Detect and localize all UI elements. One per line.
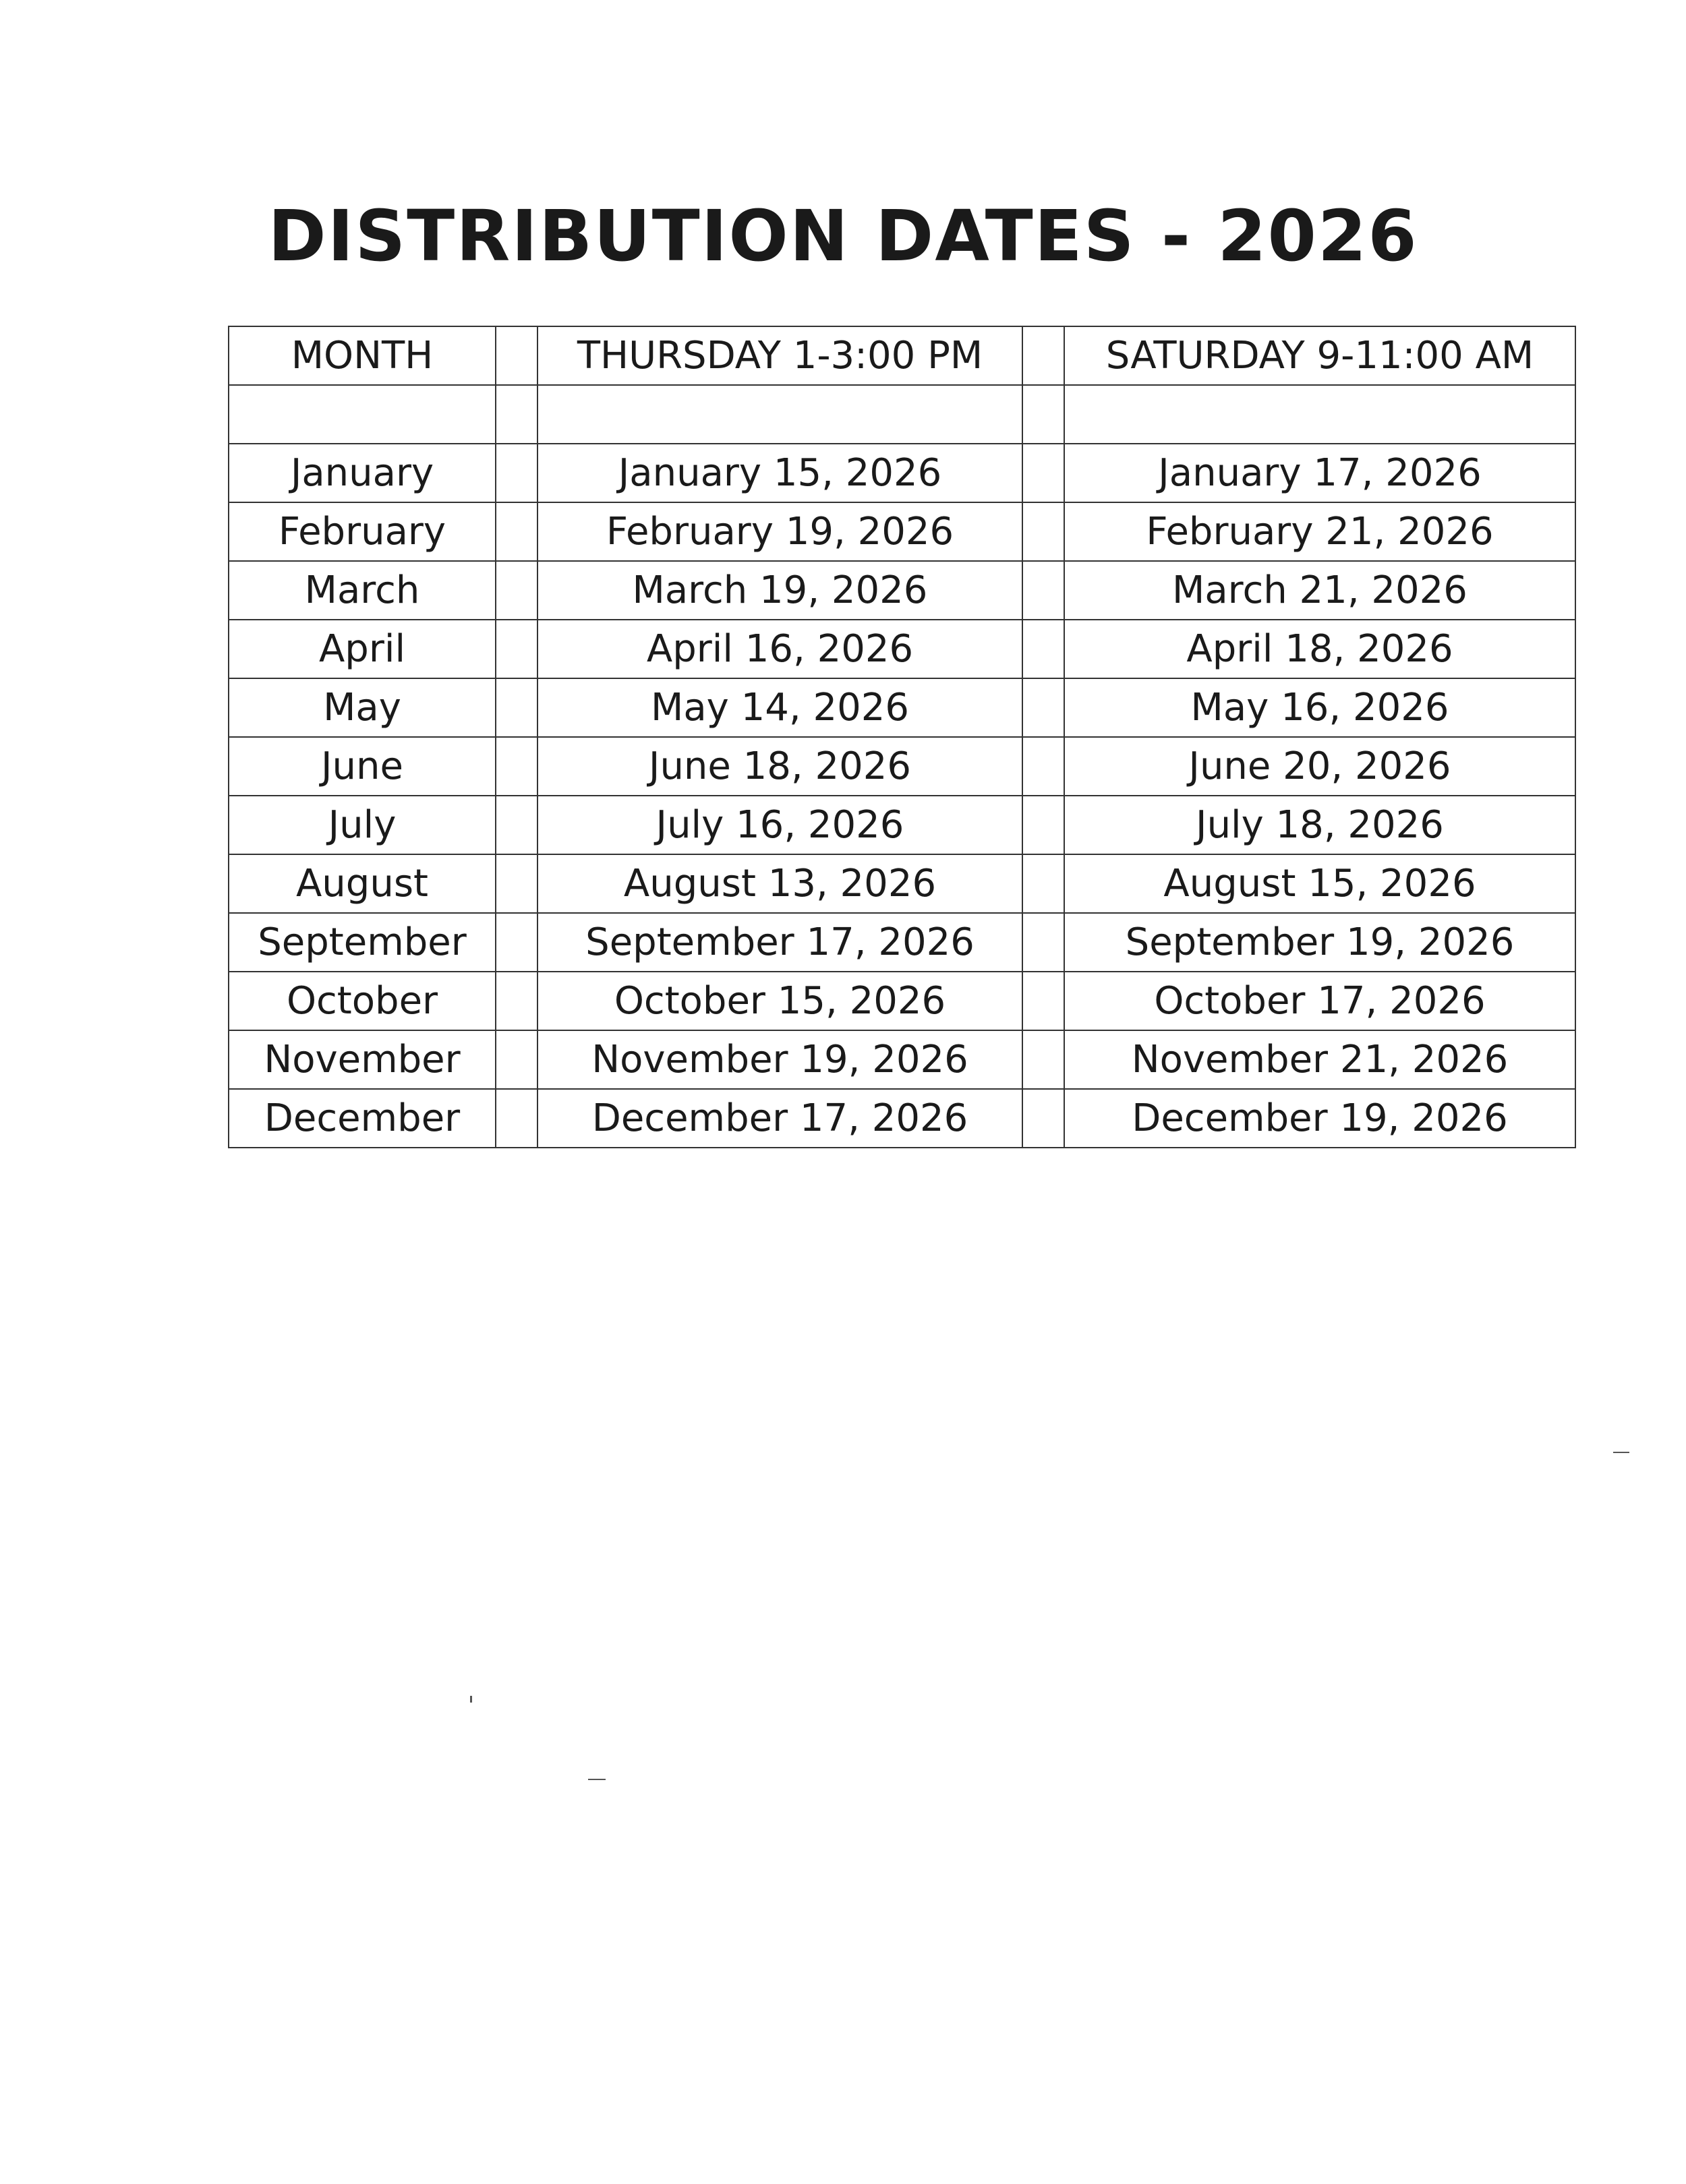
thursday-date-cell: October 15, 2026: [537, 972, 1022, 1030]
gap-cell: [496, 620, 537, 678]
gap-cell: [1022, 913, 1064, 972]
header-saturday: SATURDAY 9-11:00 AM: [1064, 326, 1575, 385]
gap-cell: [1022, 854, 1064, 913]
gap-cell: [496, 1089, 537, 1148]
gap-cell: [496, 796, 537, 854]
blank-cell: [1064, 385, 1575, 444]
gap-cell: [496, 561, 537, 620]
gap-cell: [1022, 385, 1064, 444]
gap-cell: [1022, 1089, 1064, 1148]
gap-cell: [1022, 561, 1064, 620]
gap-cell: [1022, 678, 1064, 737]
thursday-date-cell: February 19, 2026: [537, 502, 1022, 561]
distribution-dates-table: [228, 326, 1576, 1148]
gap-cell: [1022, 444, 1064, 502]
saturday-date-cell: February 21, 2026: [1064, 502, 1575, 561]
thursday-date-cell: June 18, 2026: [537, 737, 1022, 796]
month-cell: July: [229, 796, 496, 854]
blank-row: [229, 385, 1575, 444]
month-cell: August: [229, 854, 496, 913]
saturday-date-cell: January 17, 2026: [1064, 444, 1575, 502]
header-row: [229, 326, 1575, 385]
blank-cell: [537, 385, 1022, 444]
thursday-date-cell: March 19, 2026: [537, 561, 1022, 620]
saturday-date-cell: October 17, 2026: [1064, 972, 1575, 1030]
table-row: [229, 1030, 1575, 1089]
gap-cell: [496, 913, 537, 972]
page-title: DISTRIBUTION DATES - 2026: [268, 195, 1418, 277]
gap-cell: [1022, 326, 1064, 385]
gap-cell: [1022, 1030, 1064, 1089]
gap-cell: [496, 678, 537, 737]
header-month: MONTH: [229, 326, 496, 385]
saturday-date-cell: July 18, 2026: [1064, 796, 1575, 854]
header-thursday: THURSDAY 1-3:00 PM: [537, 326, 1022, 385]
saturday-date-cell: November 21, 2026: [1064, 1030, 1575, 1089]
month-cell: October: [229, 972, 496, 1030]
table-row: [229, 620, 1575, 678]
saturday-date-cell: September 19, 2026: [1064, 913, 1575, 972]
month-cell: January: [229, 444, 496, 502]
month-cell: March: [229, 561, 496, 620]
gap-cell: [496, 737, 537, 796]
scan-speck: [588, 1779, 606, 1780]
thursday-date-cell: September 17, 2026: [537, 913, 1022, 972]
scan-speck: [1613, 1452, 1629, 1453]
table-row: [229, 678, 1575, 737]
gap-cell: [1022, 502, 1064, 561]
table-row: [229, 796, 1575, 854]
table-row: [229, 854, 1575, 913]
gap-cell: [1022, 796, 1064, 854]
saturday-date-cell: August 15, 2026: [1064, 854, 1575, 913]
gap-cell: [496, 1030, 537, 1089]
gap-cell: [496, 444, 537, 502]
saturday-date-cell: April 18, 2026: [1064, 620, 1575, 678]
saturday-date-cell: June 20, 2026: [1064, 737, 1575, 796]
gap-cell: [496, 972, 537, 1030]
gap-cell: [1022, 737, 1064, 796]
table-row: [229, 913, 1575, 972]
table-body: [229, 326, 1575, 1148]
thursday-date-cell: July 16, 2026: [537, 796, 1022, 854]
blank-cell: [229, 385, 496, 444]
saturday-date-cell: May 16, 2026: [1064, 678, 1575, 737]
table-row: [229, 561, 1575, 620]
thursday-date-cell: January 15, 2026: [537, 444, 1022, 502]
table-row: [229, 1089, 1575, 1148]
gap-cell: [496, 854, 537, 913]
saturday-date-cell: March 21, 2026: [1064, 561, 1575, 620]
thursday-date-cell: April 16, 2026: [537, 620, 1022, 678]
table-row: [229, 502, 1575, 561]
gap-cell: [1022, 620, 1064, 678]
gap-cell: [496, 326, 537, 385]
scan-speck: [470, 1696, 472, 1703]
table-row: [229, 737, 1575, 796]
gap-cell: [1022, 972, 1064, 1030]
thursday-date-cell: December 17, 2026: [537, 1089, 1022, 1148]
gap-cell: [496, 502, 537, 561]
month-cell: February: [229, 502, 496, 561]
table-row: [229, 972, 1575, 1030]
month-cell: December: [229, 1089, 496, 1148]
month-cell: May: [229, 678, 496, 737]
thursday-date-cell: August 13, 2026: [537, 854, 1022, 913]
month-cell: November: [229, 1030, 496, 1089]
month-cell: April: [229, 620, 496, 678]
gap-cell: [496, 385, 537, 444]
month-cell: June: [229, 737, 496, 796]
saturday-date-cell: December 19, 2026: [1064, 1089, 1575, 1148]
thursday-date-cell: November 19, 2026: [537, 1030, 1022, 1089]
table-row: [229, 444, 1575, 502]
month-cell: September: [229, 913, 496, 972]
thursday-date-cell: May 14, 2026: [537, 678, 1022, 737]
